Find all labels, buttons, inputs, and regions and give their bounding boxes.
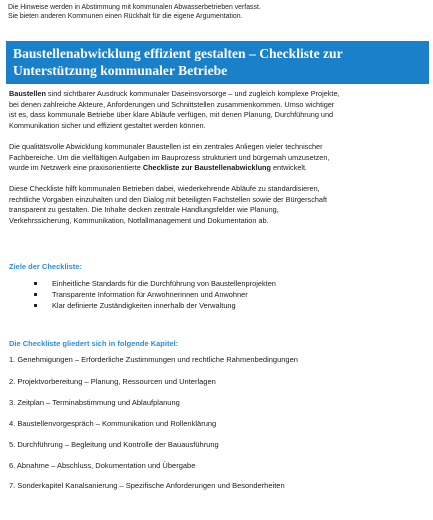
chapter-item: 2. Projektvorbereitung – Planung, Ressourcen und Unterlagen: [9, 377, 216, 386]
page-title: [13, 45, 425, 79]
chapter-item: 5. Durchführung – Begleitung und Kontrolle der Bauausführung: [9, 440, 219, 449]
paragraph-text: Diese Checkliste hilft kommunalen Betrieben dabei, wiederkehrende Abläufe zu standardisieren,: [9, 184, 320, 193]
title-banner: [6, 41, 429, 84]
intro-line-2: Sie bieten anderen Kommunen einen Rückhalt für die eigene Argumentation.: [8, 13, 243, 20]
chapter-item: 1. Genehmigungen – Erforderliche Zustimmungen und rechtliche Rahmenbedingungen: [9, 355, 298, 364]
chapter-item: 7. Sonderkapitel Kanalsanierung – Spezifische Anforderungen und Besonderheiten: [9, 481, 285, 490]
square-bullet-icon: [34, 304, 37, 307]
checklist-name-emphasis: Checkliste zur Baustellenabwicklung: [142, 163, 271, 173]
paragraph-text: ist es, dass kommunale Betriebe über klare Abläufe verfügen, mit denen Planung, Durchführung und: [9, 110, 334, 120]
chapters-heading: Die Checkliste gliedert sich in folgende Kapitel:: [9, 339, 179, 348]
title-line-2: Unterstützung kommunaler Betriebe: [13, 63, 228, 78]
paragraph-text: transparent zu gestalten. Die Inhalte decken zentrale Handlungsfelder wie Planung,: [9, 205, 279, 215]
paragraph-text: wurde im Netzwerk eine praxisorientierte: [9, 163, 143, 173]
list-item-text: Transparente Information für Anwohnerinnen und Anwohner: [52, 290, 248, 299]
paragraph-purpose: [9, 184, 427, 226]
chapter-item: 4. Baustellenvorgespräch – Kommunikation und Rollenklärung: [9, 419, 217, 428]
paragraph-text: rechtliche Vorgaben einzuhalten und den Dialog mit beteiligten Fachstellen sowie der Bürgerschaft: [9, 194, 328, 204]
paragraph-text: sind sichtbarer Ausdruck kommunaler Daseinsvorsorge – und zugleich komplexe Projekte,: [45, 89, 340, 98]
paragraph-network: [9, 142, 427, 174]
paragraph-text: Fachbereiche. Um die vielfältigen Aufgaben im Bauprozess strukturiert und bürgernah umzusetzen,: [9, 152, 330, 162]
square-bullet-icon: [34, 293, 37, 296]
square-bullet-icon: [34, 282, 37, 285]
title-line-1: Baustellenabwicklung effizient gestalten – Checkliste zur: [13, 46, 343, 61]
chapter-item: 3. Zeitplan – Terminabstimmung und Ablaufplanung: [9, 398, 180, 407]
paragraph-intro: [9, 89, 427, 131]
paragraph-text: bei denen zahlreiche Akteure, Anforderungen und Schnittstellen zusammenkommen. Umso wichtiger: [9, 99, 335, 109]
bold-lead-word: Baustellen: [9, 89, 46, 98]
paragraph-text: Kommunikation sicher und effizient gestaltet werden können.: [9, 120, 206, 130]
intro-note: [8, 3, 428, 21]
paragraph-text: Verkehrssicherung, Kommunikation, Notfallmanagement und Dokumentation ab.: [9, 215, 269, 225]
list-item-text: Einheitliche Standards für die Durchführung von Baustellenprojekten: [52, 279, 276, 288]
paragraph-text: Die qualitätsvolle Abwicklung kommunaler Baustellen ist ein zentrales Anliegen vieler technischer: [9, 142, 323, 151]
list-item: [34, 278, 414, 289]
list-item-text: Klar definierte Zuständigkeiten innerhalb der Verwaltung: [52, 301, 236, 310]
paragraph-text: entwickelt.: [270, 163, 308, 173]
goals-heading: Ziele der Checkliste:: [9, 262, 82, 271]
chapter-item: 6. Abnahme – Abschluss, Dokumentation und Übergabe: [9, 461, 196, 470]
list-item: [34, 289, 414, 300]
goals-list: [34, 278, 414, 311]
list-item: [34, 300, 414, 311]
intro-line-1: Die Hinweise werden in Abstimmung mit kommunalen Abwasserbetrieben verfasst.: [8, 4, 261, 11]
